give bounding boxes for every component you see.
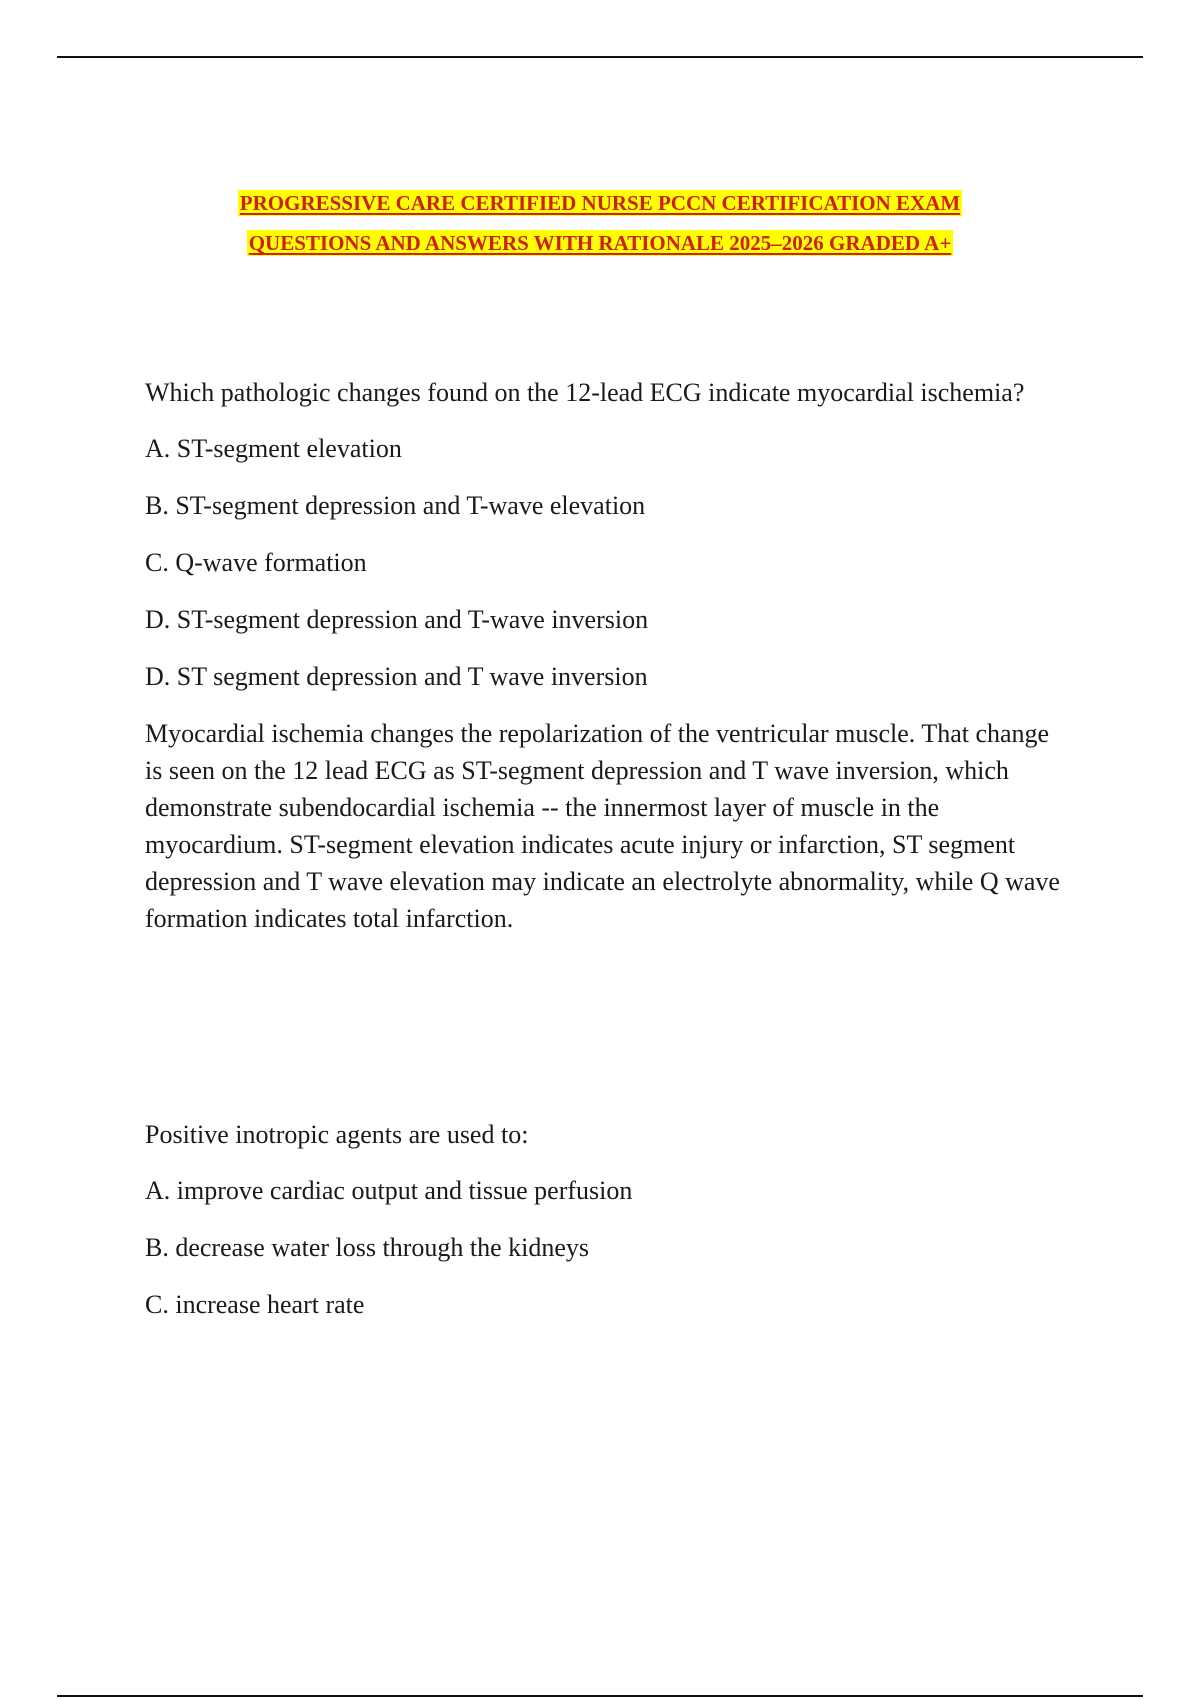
question-stem: Which pathologic changes found on the 12-lead ECG indicate myocardial ischemia? [145,378,1025,407]
header-rule [57,56,1143,58]
option-a: A. improve cardiac output and tissue perfusion [145,1176,633,1205]
option-b: B. decrease water loss through the kidneys [145,1233,590,1262]
question-2 [145,1116,1065,1343]
option-d: D. ST-segment depression and T-wave inversion [145,605,649,634]
option-a: A. ST-segment elevation [145,434,402,463]
title-line-2: QUESTIONS AND ANSWERS WITH RATIONALE 2025–2026 GRADED A+ [248,231,952,255]
answer: D. ST segment depression and T wave inversion [145,662,648,691]
title-line-1: PROGRESSIVE CARE CERTIFIED NURSE PCCN CERTIFICATION EXAM [239,191,961,215]
question-1 [145,374,1065,937]
option-c: C. Q-wave formation [145,548,367,577]
document-title [100,183,1100,263]
option-c: C. increase heart rate [145,1290,365,1319]
rationale: Myocardial ischemia changes the repolarization of the ventricular muscle. That change is seen on the 12 lead ECG as ST-segment depression and T wave inversion, which demonstrate subendocardial ischemia -- the innermost layer of muscle in the myocardium. ST-segment elevation indicates acute injury or infarction, ST segment depression and T wave elevation may indicate an electrolyte abnormality, while Q wave formation indicates total infarction. [145,719,1060,933]
footer-rule [57,1695,1143,1697]
option-b: B. ST-segment depression and T-wave elevation [145,491,646,520]
question-stem: Positive inotropic agents are used to: [145,1120,529,1149]
